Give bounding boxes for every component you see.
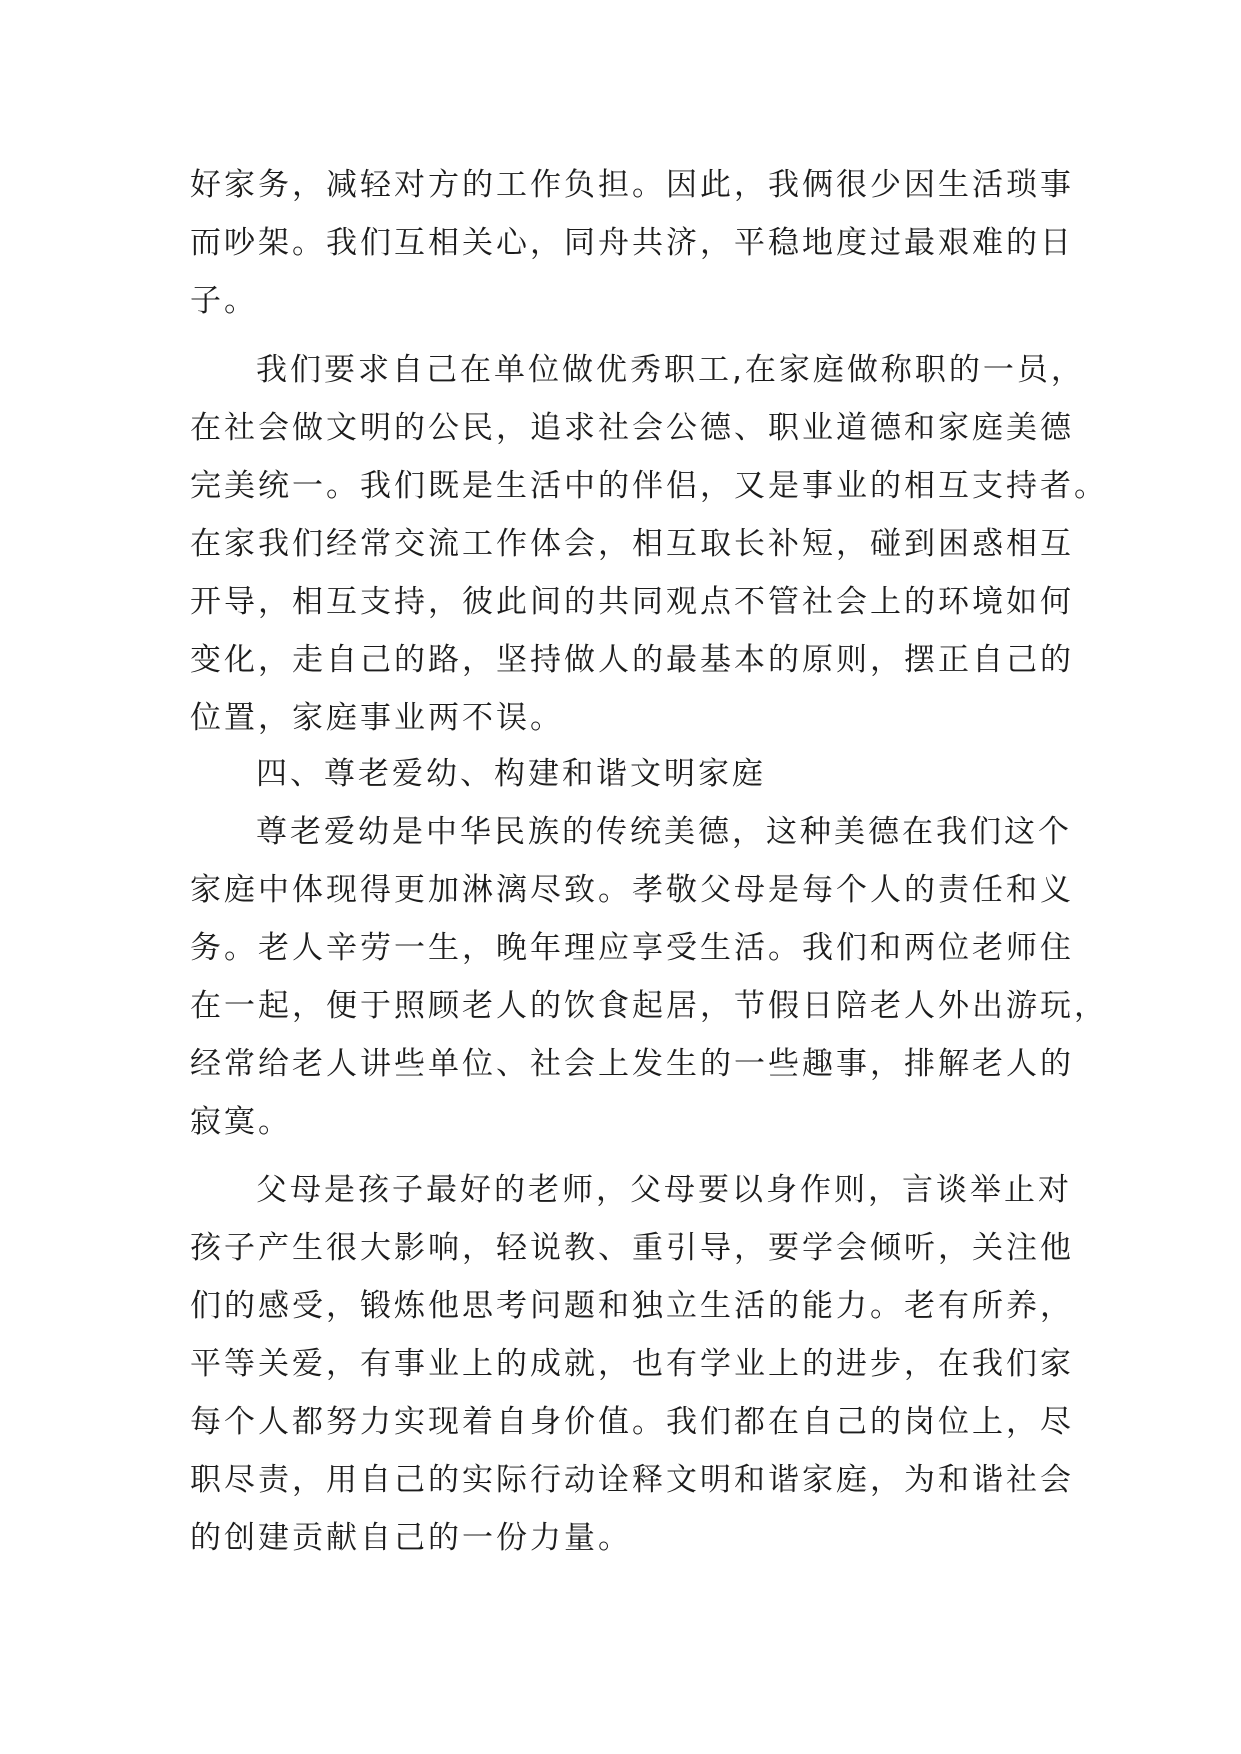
text-line: 寂寞。 xyxy=(190,1104,292,1140)
text-line: 好家务，减轻对方的工作负担。因此，我俩很少因生活琐事 xyxy=(190,167,1074,203)
text-line: 平等关爱，有事业上的成就，也有学业上的进步，在我们家 xyxy=(190,1346,1074,1382)
paragraph-first-line: 我们要求自己在单位做优秀职工,在家庭做称职的一员， xyxy=(256,352,1085,388)
text-line: 的创建贡献自己的一份力量。 xyxy=(190,1520,632,1556)
text-line: 每个人都努力实现着自身价值。我们都在自己的岗位上，尽 xyxy=(190,1404,1074,1440)
text-line: 位置，家庭事业两不误。 xyxy=(190,700,564,736)
text-line: 在家我们经常交流工作体会，相互取长补短，碰到困惑相互 xyxy=(190,526,1074,562)
text-line: 务。老人辛劳一生，晚年理应享受生活。我们和两位老师住 xyxy=(190,930,1074,966)
text-line: 开导，相互支持，彼此间的共同观点不管社会上的环境如何 xyxy=(190,584,1074,620)
text-line: 变化，走自己的路，坚持做人的最基本的原则，摆正自己的 xyxy=(190,642,1074,678)
text-line: 们的感受，锻炼他思考问题和独立生活的能力。老有所养， xyxy=(190,1288,1074,1324)
paragraph-first-line: 父母是孩子最好的老师，父母要以身作则，言谈举止对 xyxy=(256,1172,1072,1208)
paragraph-first-line: 尊老爱幼是中华民族的传统美德，这种美德在我们这个 xyxy=(256,814,1072,850)
text-line: 孩子产生很大影响，轻说教、重引导，要学会倾听，关注他 xyxy=(190,1230,1074,1266)
text-line: 而吵架。我们互相关心，同舟共济，平稳地度过最艰难的日 xyxy=(190,225,1074,261)
text-line: 家庭中体现得更加淋漓尽致。孝敬父母是每个人的责任和义 xyxy=(190,872,1074,908)
text-line: 在社会做文明的公民，追求社会公德、职业道德和家庭美德 xyxy=(190,410,1074,446)
text-line: 在一起，便于照顾老人的饮食起居，节假日陪老人外出游玩， xyxy=(190,988,1108,1024)
text-line: 子。 xyxy=(190,283,258,319)
section-heading: 四、尊老爱幼、构建和谐文明家庭 xyxy=(256,756,766,792)
text-line: 职尽责，用自己的实际行动诠释文明和谐家庭，为和谐社会 xyxy=(190,1462,1074,1498)
text-line: 完美统一。我们既是生活中的伴侣，又是事业的相互支持者。 xyxy=(190,468,1108,504)
text-line: 经常给老人讲些单位、社会上发生的一些趣事，排解老人的 xyxy=(190,1046,1074,1082)
